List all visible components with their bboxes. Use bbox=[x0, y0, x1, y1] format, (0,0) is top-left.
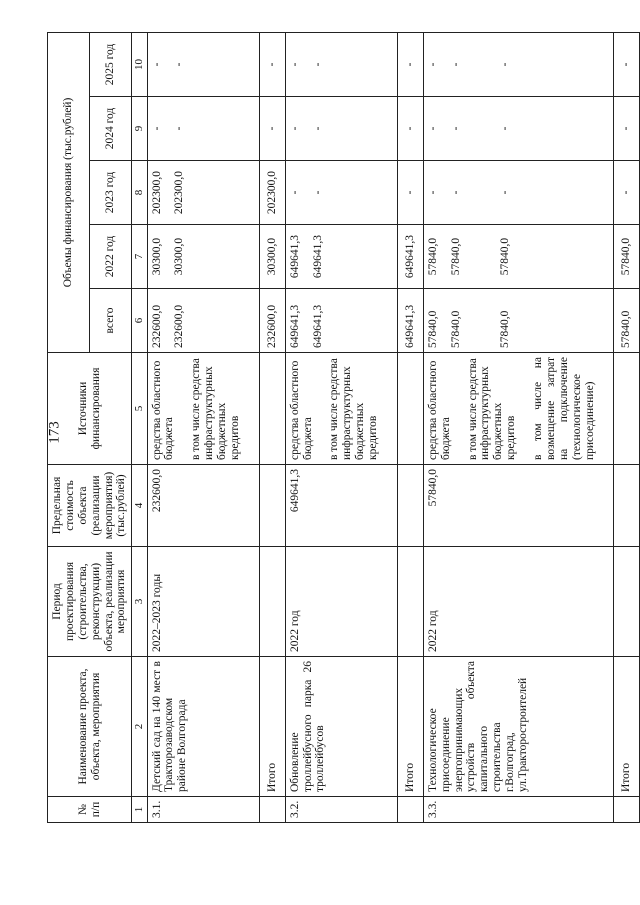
y2023-cell bbox=[423, 161, 614, 225]
itogo-total: 57840,0 bbox=[614, 289, 640, 353]
value: - bbox=[426, 126, 439, 131]
header-name: Наименование проекта, объекта, мероприятия bbox=[48, 657, 132, 797]
itogo-total: 232600,0 bbox=[259, 289, 285, 353]
source-text: средства областного бюджета bbox=[150, 360, 176, 460]
value: - bbox=[498, 126, 511, 131]
header-period: Период проектирования (строительства, реконструкции) объекта, реализации мероприятия bbox=[48, 547, 132, 657]
header-financing-group: Объемы финансирования (тыс.рублей) bbox=[48, 33, 90, 353]
value: - bbox=[173, 126, 186, 131]
y2024-cell bbox=[423, 97, 614, 161]
itogo-2025: - bbox=[397, 33, 423, 97]
itogo-row bbox=[259, 33, 285, 823]
itogo-label: Итого bbox=[259, 657, 285, 797]
itogo-2025: - bbox=[259, 33, 285, 97]
y2024-cell bbox=[285, 97, 397, 161]
header-num: № п/п bbox=[48, 797, 132, 823]
project-period: 2022–2023 годы bbox=[147, 547, 259, 657]
header-row-1 bbox=[48, 33, 90, 823]
itogo-total: 649641,3 bbox=[397, 289, 423, 353]
source-text: в том числе средства инфраструктурных бюджетных кредитов bbox=[466, 358, 518, 460]
project-cost: 649641,3 bbox=[285, 465, 397, 547]
header-cost: Предельная стоимость объекта (реализации мероприятия) (тыс.рублей) bbox=[48, 465, 132, 547]
value: - bbox=[498, 62, 511, 67]
column-number: 8 bbox=[132, 161, 147, 225]
value: 202300,0 bbox=[150, 170, 163, 215]
table-row bbox=[147, 33, 259, 823]
y2025-cell bbox=[147, 33, 259, 97]
value: 649641,3 bbox=[311, 304, 324, 348]
itogo-2024: - bbox=[614, 97, 640, 161]
value: - bbox=[311, 190, 324, 195]
project-name: Технологическое присоединение энергопринимающих устройств объекта капитального строительства г.Волгоград, ул.Тракторостроителей bbox=[423, 657, 614, 797]
table-row bbox=[423, 33, 614, 823]
value: 232600,0 bbox=[150, 304, 163, 348]
value: 57840,0 bbox=[498, 237, 511, 276]
itogo-2023: 202300,0 bbox=[259, 161, 285, 225]
project-name: Детский сад на 140 мест в Тракторозаводском районе Волгограда bbox=[147, 657, 259, 797]
y2022-cell bbox=[285, 225, 397, 289]
header-2022: 2022 год bbox=[90, 225, 132, 289]
value: - bbox=[449, 62, 462, 67]
y2025-cell bbox=[423, 33, 614, 97]
value: 649641,3 bbox=[311, 234, 324, 279]
itogo-2024: - bbox=[259, 97, 285, 161]
page-number: 173 bbox=[46, 421, 63, 444]
total-cell bbox=[147, 289, 259, 353]
y2024-cell bbox=[147, 97, 259, 161]
value: - bbox=[288, 126, 301, 131]
column-number: 6 bbox=[132, 289, 147, 353]
column-number: 7 bbox=[132, 225, 147, 289]
column-number: 5 bbox=[132, 353, 147, 465]
itogo-row bbox=[614, 33, 640, 823]
project-cost: 57840,0 bbox=[423, 465, 614, 547]
value: 57840,0 bbox=[449, 237, 462, 276]
column-number: 3 bbox=[132, 547, 147, 657]
row-number: 3.1. bbox=[147, 797, 259, 823]
value: 202300,0 bbox=[173, 170, 186, 215]
total-cell bbox=[423, 289, 614, 353]
value: - bbox=[288, 190, 301, 195]
source-text: средства областного бюджета bbox=[288, 360, 314, 460]
column-number: 2 bbox=[132, 657, 147, 797]
itogo-label: Итого bbox=[397, 657, 423, 797]
header-sources: Источники финансирования bbox=[48, 353, 132, 465]
value: - bbox=[449, 190, 462, 195]
value: - bbox=[449, 126, 462, 131]
sources-cell bbox=[285, 353, 397, 465]
table-row bbox=[285, 33, 397, 823]
project-name: Обновление троллейбусного парка 26 троллейбусов bbox=[285, 657, 397, 797]
column-number: 9 bbox=[132, 97, 147, 161]
itogo-2024: - bbox=[397, 97, 423, 161]
value: 30300,0 bbox=[173, 237, 186, 276]
value: - bbox=[150, 62, 163, 67]
value: 57840,0 bbox=[426, 310, 439, 348]
column-numbers-row bbox=[132, 33, 147, 823]
itogo-2022: 30300,0 bbox=[259, 225, 285, 289]
total-cell bbox=[285, 289, 397, 353]
header-total: всего bbox=[90, 289, 132, 353]
rotated-table-container bbox=[47, 33, 633, 823]
project-cost: 232600,0 bbox=[147, 465, 259, 547]
y2023-cell bbox=[147, 161, 259, 225]
value: - bbox=[498, 190, 511, 195]
itogo-2023: - bbox=[397, 161, 423, 225]
value: - bbox=[426, 190, 439, 195]
source-text: в том числе средства инфраструктурных бюджетных кредитов bbox=[190, 358, 241, 460]
value: - bbox=[426, 62, 439, 67]
value: 57840,0 bbox=[426, 237, 439, 276]
itogo-2025: - bbox=[614, 33, 640, 97]
source-text: в том числе средства инфраструктурных бюджетных кредитов bbox=[328, 358, 380, 460]
header-2024: 2024 год bbox=[90, 97, 132, 161]
itogo-2022: 649641,3 bbox=[397, 225, 423, 289]
y2025-cell bbox=[285, 33, 397, 97]
source-text: в том числе на возмещение затрат на подключение (технологическое присоединение) bbox=[532, 357, 596, 460]
value: - bbox=[311, 62, 324, 67]
sources-cell bbox=[423, 353, 614, 465]
y2023-cell bbox=[285, 161, 397, 225]
value: 649641,3 bbox=[288, 304, 301, 348]
sources-cell bbox=[147, 353, 259, 465]
row-number: 3.2. bbox=[285, 797, 397, 823]
itogo-2023: - bbox=[614, 161, 640, 225]
y2022-cell bbox=[147, 225, 259, 289]
itogo-2022: 57840,0 bbox=[614, 225, 640, 289]
project-period: 2022 год bbox=[423, 547, 614, 657]
itogo-label: Итого bbox=[614, 657, 640, 797]
value: 232600,0 bbox=[173, 304, 186, 348]
header-2025: 2025 год bbox=[90, 33, 132, 97]
source-text: средства областного бюджета bbox=[426, 360, 452, 460]
value: 57840,0 bbox=[449, 310, 462, 348]
value: - bbox=[288, 62, 301, 67]
column-number: 4 bbox=[132, 465, 147, 547]
header-2023: 2023 год bbox=[90, 161, 132, 225]
value: - bbox=[150, 126, 163, 131]
row-number: 3.3. bbox=[423, 797, 614, 823]
y2022-cell bbox=[423, 225, 614, 289]
column-number: 10 bbox=[132, 33, 147, 97]
column-number: 1 bbox=[132, 797, 147, 823]
financing-table bbox=[47, 32, 640, 823]
itogo-row bbox=[397, 33, 423, 823]
project-period: 2022 год bbox=[285, 547, 397, 657]
value: 30300,0 bbox=[150, 237, 163, 276]
value: - bbox=[311, 126, 324, 131]
value: 649641,3 bbox=[288, 234, 301, 279]
value: - bbox=[173, 62, 186, 67]
value: 57840,0 bbox=[498, 310, 511, 348]
